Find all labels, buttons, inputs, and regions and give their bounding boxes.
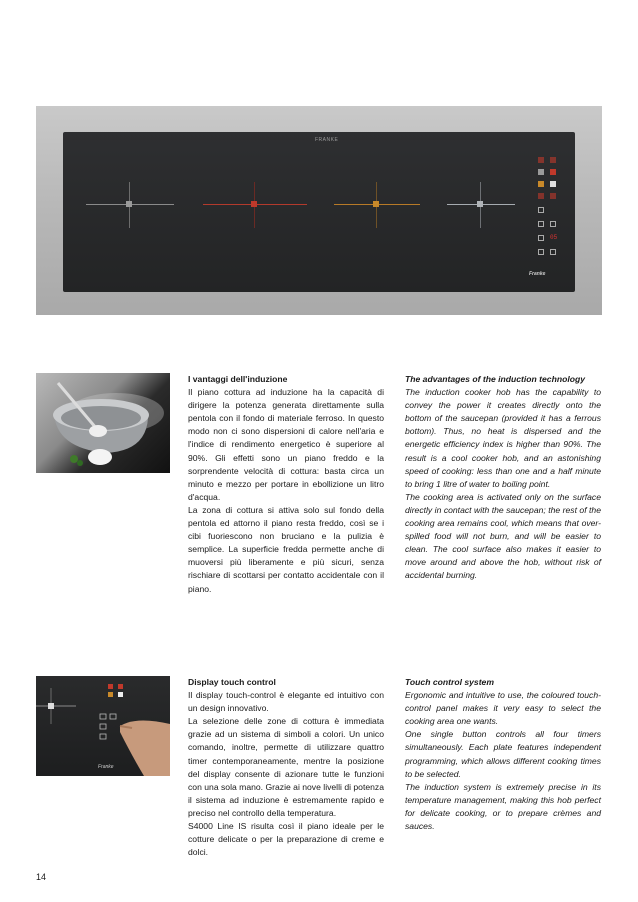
hob-glass-surface <box>63 132 575 292</box>
section2-italian-title: Display touch control <box>188 677 276 687</box>
cooking-zone-3 <box>334 200 420 210</box>
zone-select-icon <box>550 169 556 175</box>
section1-italian <box>188 373 384 596</box>
minus-icon <box>538 221 544 227</box>
page-number: 14 <box>36 872 47 882</box>
section1-english-paragraph: The cooking area is activated only on the surface directly in contact with the saucepan; the rest of the cooking area remains cool, which means that over-spilled food will not burn, and will be easier to clean. The cool surface also makes it easier to move around and above the hob, without risk of accidental burning. <box>405 491 601 581</box>
timer-minus-icon <box>538 249 544 255</box>
timer-icon <box>538 235 544 241</box>
cooking-zone-1 <box>86 200 174 210</box>
section2-english-paragraph: The induction system is extremely precise in its temperature management, making this hob perfect for delicate cooking, or to prepare crèmes and sauces. <box>405 781 601 832</box>
section2-english-paragraph: Ergonomic and intuitive to use, the coloured touch-control panel makes it very easy to select the cooking area one wants. <box>405 690 601 727</box>
zone-select-icon <box>538 169 544 175</box>
touch-control-photo <box>36 676 170 776</box>
section2-italian-paragraph: La selezione delle zone di cottura è immediata grazie ad un sistema di simboli a colori. Un unico comando, inoltre, permette di utilizzare quattro timer contemporaneamente, mentre la posizione del display consente di azionare tutte le funzioni con una sola mano. Grazie ai nove livelli di potenza il sistema ad induzione è estremamente rapido e preciso nel controllo della temperatura. <box>188 716 384 818</box>
power-icon <box>538 207 544 213</box>
pan-illustration <box>36 373 170 473</box>
cooking-zone-4 <box>447 200 515 210</box>
panel-indicator-icon <box>550 193 556 199</box>
hob-top-logo: FRANKE <box>315 137 339 143</box>
panel-indicator-icon <box>550 157 556 163</box>
section2-italian-paragraph: Il display touch-control è elegante ed intuitivo con un design innovativo. <box>188 690 384 714</box>
panel-indicator-icon <box>538 157 544 163</box>
plus-icon <box>550 221 556 227</box>
timer-plus-icon <box>550 249 556 255</box>
zone-select-icon <box>538 181 544 187</box>
section2-english-paragraph: One single button controls all four timers simultaneously. Each plate features independent programming, which allows different cooking times to be selected. <box>405 729 601 779</box>
panel-indicator-icon <box>538 193 544 199</box>
zone-select-icon <box>550 181 556 187</box>
section1-english <box>405 373 601 583</box>
section2-english <box>405 676 601 833</box>
section2-italian-paragraph: S4000 Line IS risulta così il piano ideale per le cotture delicate o per la preparazione di creme e dolci. <box>188 821 384 858</box>
timer-digit-display: 05 <box>550 234 558 241</box>
section1-english-paragraph: The induction cooker hob has the capability to convey the power it creates directly onto the bottom of the saucepan (provided it has a ferrous bottom). Thus, no heat is dispersed and the energetic efficiency index is higher than 90%. The result is a cool cooker hob, and an astonishing speed of cooking: less than one and a half minute to bring 1 litre of water to boiling point. <box>405 387 601 489</box>
touch-control-illustration <box>36 676 170 776</box>
pan-on-hob-photo <box>36 373 170 473</box>
section1-english-title: The advantages of the induction technology <box>405 374 586 384</box>
section1-italian-paragraph: La zona di cottura si attiva solo sul fondo della pentola ed attorno il piano resta freddo, così se i cibi fuoriescono non bruciano e la pulizia è semplice. La superficie fredda permette anche di muoversi più liberamente e più sicuri, senza rischiare di scottarsi per contatto accidentale con il piano. <box>188 504 384 594</box>
thumb-brand-logo: Franke <box>98 764 114 770</box>
section2-italian <box>188 676 384 859</box>
section1-italian-title: I vantaggi dell'induzione <box>188 374 288 384</box>
section2-english-title: Touch control system <box>405 677 494 687</box>
hob-brand-logo: Franke <box>529 271 546 277</box>
hob-product-photo <box>36 106 602 315</box>
cooking-zone-2 <box>203 200 307 210</box>
section1-italian-paragraph: Il piano cottura ad induzione ha la capacità di dirigere la potenza generata direttamente sulla pentola con il fondo di materiale ferroso. In questo modo non ci sono dispersioni di calore nell'aria e l'indice di rendimento energetico è superiore al 90%. Gli effetti sono un piano freddo e la sorprendente velocità di cottura: basta circa un minuto e mezzo per portare in ebollizione un litro d'acqua. <box>188 387 384 502</box>
